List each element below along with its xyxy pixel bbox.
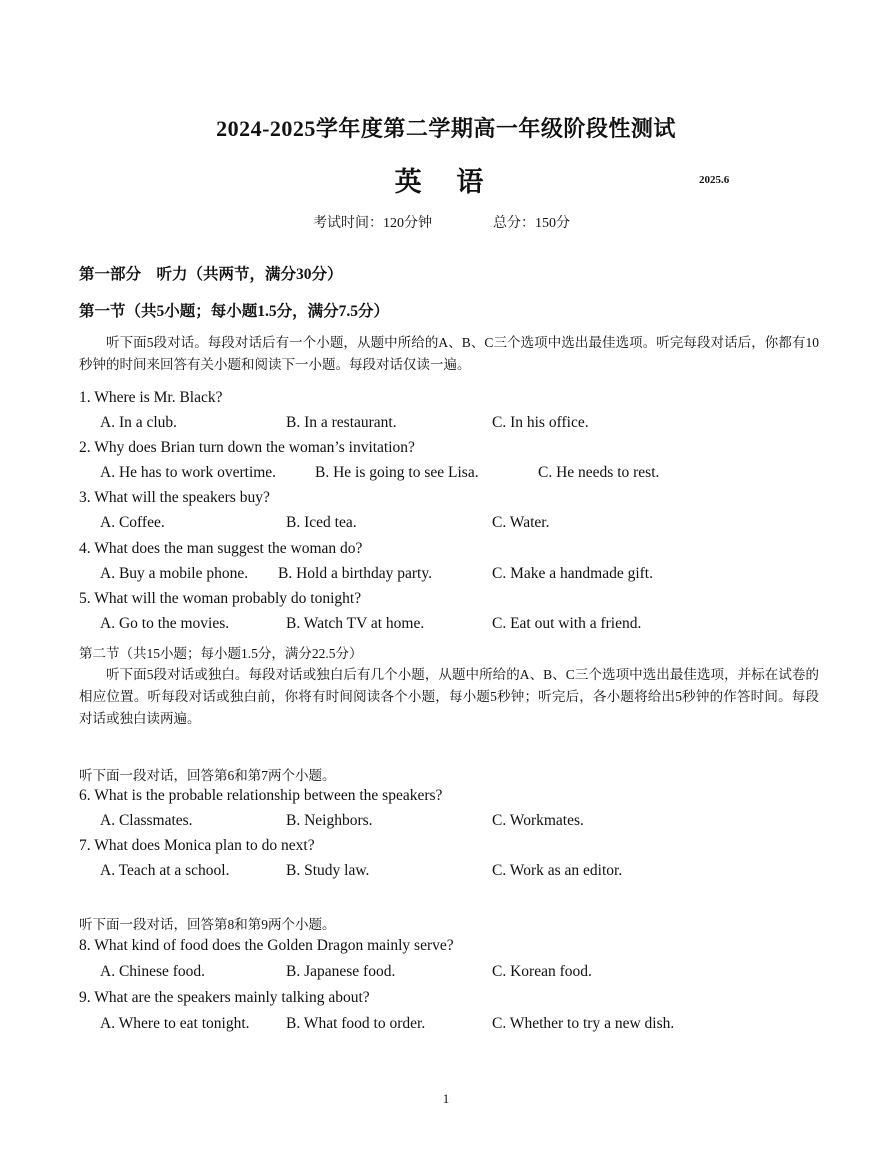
question-4-option-a: A. Buy a mobile phone. [100,565,249,582]
question-3-option-a: A. Coffee. [100,514,165,531]
question-8-option-c: C. Korean food. [492,963,592,980]
section2-heading: 第二节（共15小题；每小题1.5分，满分22.5分） [79,646,363,661]
section1-heading: 第一节（共5小题；每小题1.5分，满分7.5分） [79,303,390,320]
question-5-option-b: B. Watch TV at home. [286,615,425,632]
question-2-option-a: A. He has to work overtime. [100,464,277,481]
question-2: 2. Why does Brian turn down the woman’s invitation? [79,439,415,456]
question-1-option-a: A. In a club. [100,414,178,431]
exam-date: 2025.6 [699,174,730,186]
question-8-option-b: B. Japanese food. [286,963,396,980]
question-9-option-a: A. Where to eat tonight. [100,1015,250,1032]
question-3: 3. What will the speakers buy? [79,489,270,506]
subject-title: 英 语 [394,167,498,197]
question-4-option-c: C. Make a handmade gift. [492,565,653,582]
question-8: 8. What kind of food does the Golden Dragon mainly serve? [79,937,454,954]
question-6-option-a: A. Classmates. [100,812,193,829]
note-q6-q7: 听下面一段对话，回答第6和第7两个小题。 [79,768,336,783]
question-5: 5. What will the woman probably do tonight? [79,590,362,607]
question-2-option-b: B. He is going to see Lisa. [315,464,479,481]
question-7-option-c: C. Work as an editor. [492,862,623,879]
question-6: 6. What is the probable relationship between the speakers? [79,787,443,804]
question-8-option-a: A. Chinese food. [100,963,206,980]
question-5-option-c: C. Eat out with a friend. [492,615,642,632]
question-2-option-c: C. He needs to rest. [538,464,660,481]
question-7: 7. What does Monica plan to do next? [79,837,315,854]
question-1: 1. Where is Mr. Black? [79,389,223,406]
question-1-option-c: C. In his office. [492,414,589,431]
total-score: 总分：150分 [493,216,570,231]
question-7-option-b: B. Study law. [286,862,370,879]
question-9-option-b: B. What food to order. [286,1015,426,1032]
question-3-option-c: C. Water. [492,514,550,531]
question-9: 9. What are the speakers mainly talking about? [79,989,370,1006]
section1-instructions: 听下面5段对话。每段对话后有一个小题，从题中所给的A、B、C三个选项中选出最佳选项。听完每段对话后，你都有10秒钟的时间来回答有关小题和阅读下一小题。每段对话仅读一遍。 [79,335,819,372]
exam-title: 2024-2025学年度第二学期高一年级阶段性测试 [216,116,676,141]
question-6-option-c: C. Workmates. [492,812,584,829]
question-9-option-c: C. Whether to try a new dish. [492,1015,675,1032]
question-4-option-b: B. Hold a birthday party. [278,565,432,582]
question-6-option-b: B. Neighbors. [286,812,373,829]
question-7-option-a: A. Teach at a school. [100,862,230,879]
part1-heading: 第一部分 听力（共两节，满分30分） [79,266,343,283]
question-1-option-b: B. In a restaurant. [286,414,397,431]
question-3-option-b: B. Iced tea. [286,514,357,531]
question-4: 4. What does the man suggest the woman do? [79,540,363,557]
section2-instructions: 听下面5段对话或独白。每段对话或独白后有几个小题，从题中所给的A、B、C三个选项中选出最佳选项，并标在试卷的相应位置。听每段对话或独白前，你将有时间阅读各个小题，每小题5秒钟；听完后，各小题将给出5秒钟的作答时间。每段对话或独白读两遍。 [79,667,819,726]
note-q8-q9: 听下面一段对话，回答第8和第9两个小题。 [79,917,336,932]
exam-time: 考试时间：120分钟 [313,216,432,231]
page-number: 1 [442,1091,450,1106]
question-5-option-a: A. Go to the movies. [100,615,230,632]
